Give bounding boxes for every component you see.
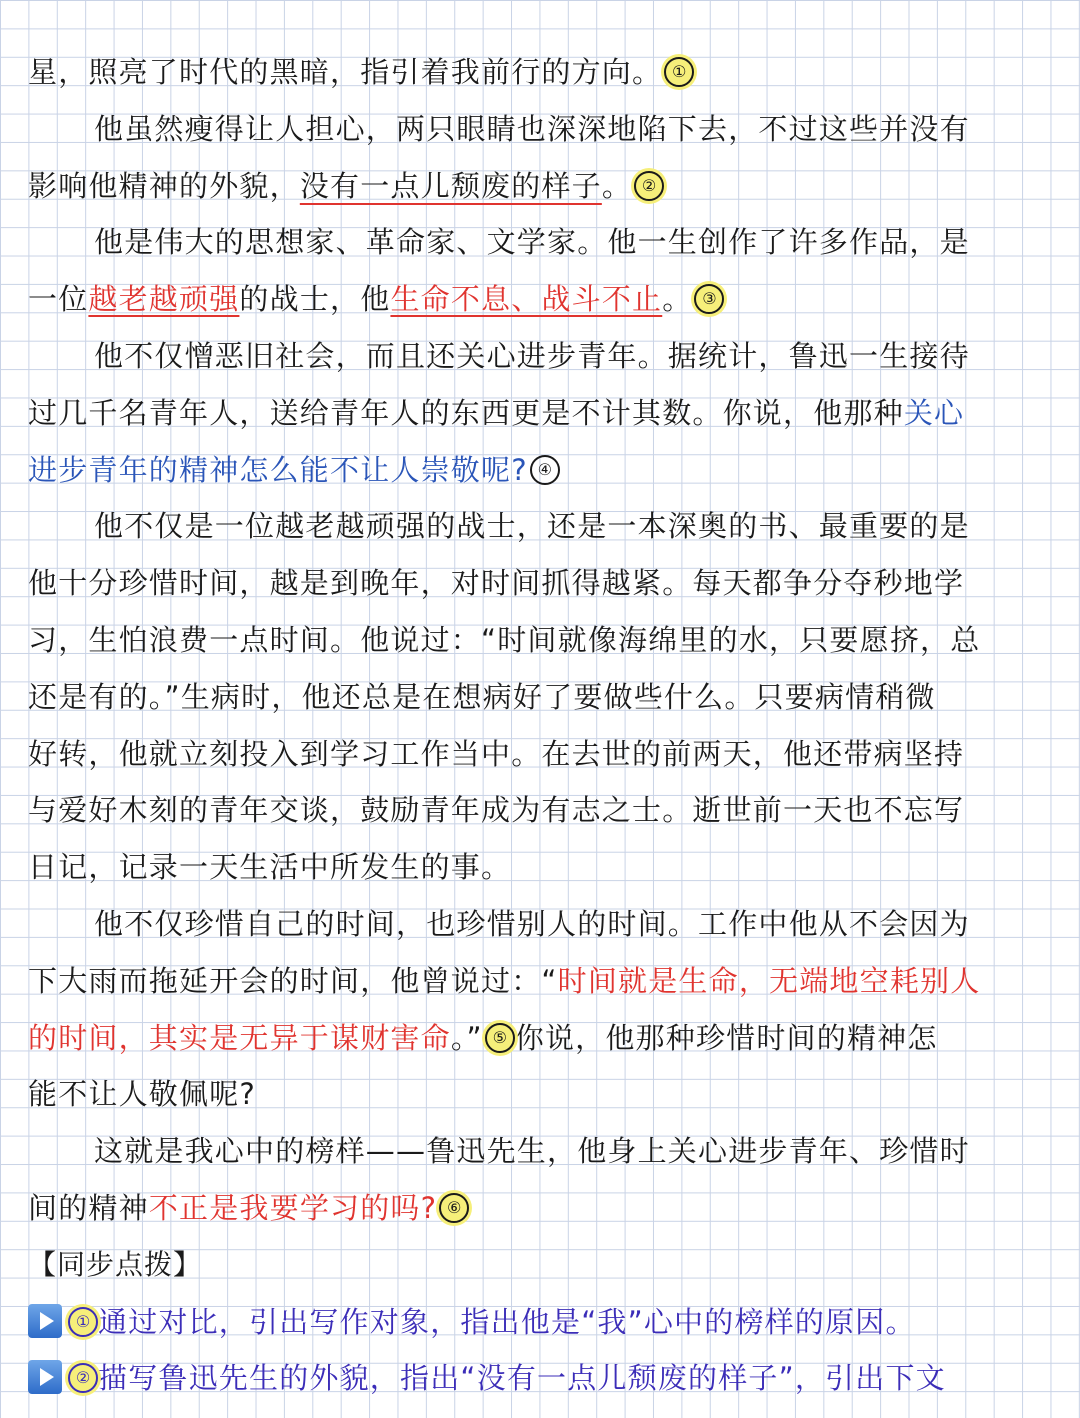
note-marker-1: ①	[68, 1307, 98, 1337]
text-line: 下大雨而拖延开会的时间，他曾说过：“时间就是生命，无端地空耗别人	[28, 963, 981, 998]
text-line: 能不让人敬佩呢?	[28, 1077, 256, 1112]
red-phrase: 时间就是生命，无端地空耗别人	[557, 963, 981, 998]
red-phrase: 生命不息、战斗不止	[390, 282, 663, 317]
blue-phrase: 关心	[903, 395, 965, 430]
text-line: 他不仅憎恶旧社会，而且还关心进步青年。据统计，鲁迅一生接待	[94, 338, 970, 373]
section-title: 【同步点拨】	[28, 1247, 203, 1281]
text-line: 与爱好木刻的青年交谈，鼓励青年成为有志之士。逝世前一天也不忘写	[28, 793, 965, 828]
text-line: 间的精神不正是我要学习的吗? ⑥	[28, 1180, 1048, 1237]
text-line: 过几千名青年人，送给青年人的东西更是不计其数。你说，他那种关心	[28, 395, 965, 430]
blue-phrase: 进步青年的精神怎么能不让人崇敬呢?	[28, 452, 528, 487]
text-line: 的时间，其实是无异于谋财害命。” ⑤ 你说，他那种珍惜时间的精神怎	[28, 1020, 938, 1055]
red-phrase: 的时间，其实是无异于谋财害命	[28, 1020, 451, 1055]
note-item: ② 描写鲁迅先生的外貌，指出“没有一点儿颓废的样子”，引出下文	[28, 1350, 1048, 1407]
play-icon	[28, 1304, 62, 1338]
text-line: 一位越老越顽强的战士，他生命不息、战斗不止。 ③	[28, 271, 1048, 328]
underlined-phrase: 没有一点儿颓废的样子	[299, 168, 602, 203]
text-line	[28, 442, 1048, 499]
red-phrase: 不正是我要学习的吗?	[148, 1190, 438, 1225]
marker-3: ③	[694, 284, 724, 314]
text-line: 习，生怕浪费一点时间。他说过：“时间就像海绵里的水，只要愿挤，总	[28, 622, 981, 657]
text-line: 他是伟大的思想家、革命家、文学家。他一生创作了许多作品，是	[94, 225, 970, 260]
text-line: 他虽然瘦得让人担心，两只眼睛也深深地陷下去，不过这些并没有	[94, 111, 970, 146]
text-line: 星，照亮了时代的黑暗，指引着我前行的方向。 ①	[28, 44, 1048, 101]
marker-2: ②	[634, 171, 664, 201]
text-line: 还是有的。”生病时，他还总是在想病好了要做些什么。只要病情稍微	[28, 679, 936, 714]
note-marker-2: ②	[68, 1363, 98, 1393]
essay-page	[28, 44, 1048, 1407]
text-line: 这就是我心中的榜样——鲁迅先生，他身上关心进步青年、珍惜时	[94, 1134, 970, 1169]
text-line: 影响他精神的外貌，没有一点儿颓废的样子。 ②	[28, 158, 1048, 215]
marker-4: ④	[530, 455, 560, 485]
marker-5: ⑤	[485, 1023, 515, 1053]
text-line: 他十分珍惜时间，越是到晚年，对时间抓得越紧。每天都争分夺秒地学	[28, 566, 965, 601]
red-phrase: 越老越顽强	[88, 282, 240, 317]
text-line: 日记，记录一天生活中所发生的事。	[28, 850, 512, 885]
marker-6: ⑥	[439, 1193, 469, 1223]
play-icon	[28, 1360, 62, 1394]
note-item: ① 通过对比，引出写作对象，指出他是“我”心中的榜样的原因。	[28, 1294, 1048, 1351]
text-line: 他不仅珍惜自己的时间，也珍惜别人的时间。工作中他从不会因为	[94, 906, 970, 941]
text-line: 好转，他就立刻投入到学习工作当中。在去世的前两天，他还带病坚持	[28, 736, 965, 771]
text-line: 他不仅是一位越老越顽强的战士，还是一本深奥的书、最重要的是	[94, 509, 970, 544]
marker-1: ①	[664, 57, 694, 87]
